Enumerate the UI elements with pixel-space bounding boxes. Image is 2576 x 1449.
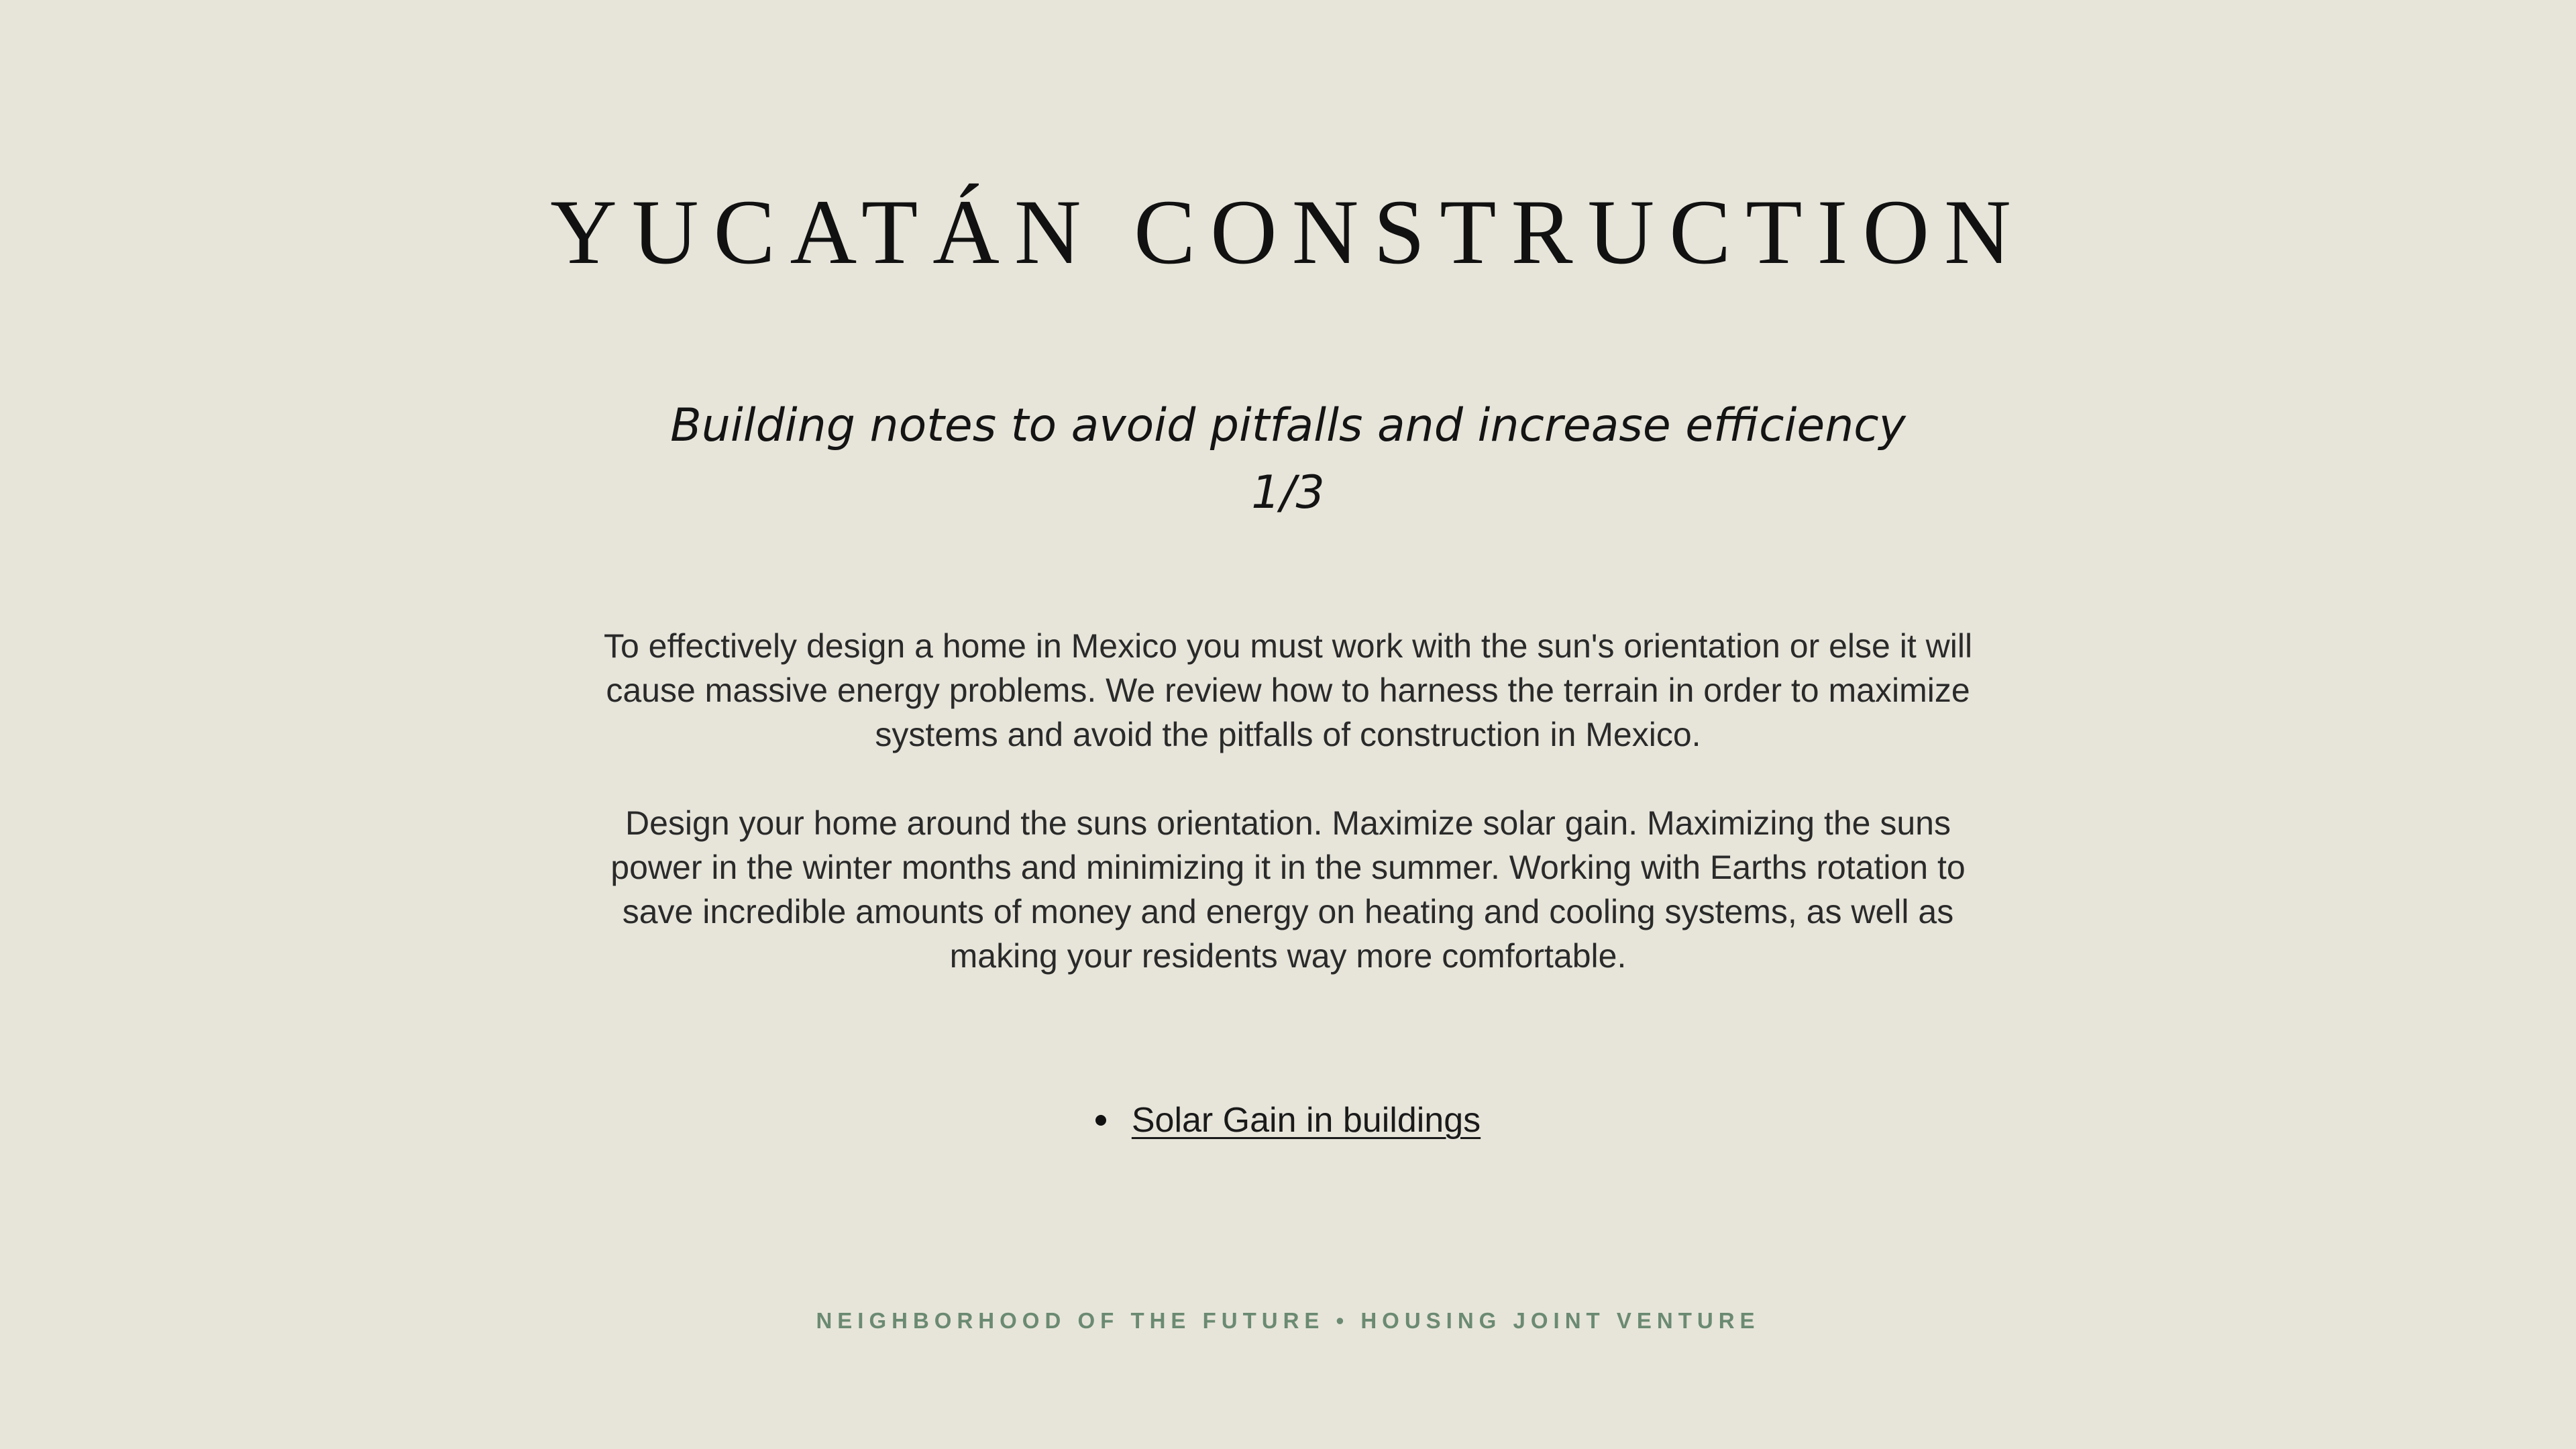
page-title: YUCATÁN CONSTRUCTION: [550, 180, 2026, 283]
list-item: [1095, 1100, 1481, 1140]
intro-paragraph: Design your home around the suns orientation. Maximize solar gain. Maximizing the suns power in the winter months and minimizing it in the summer. Working with Earths rotation to save incredible amounts of money and energy on heating and cooling systems, as well as making your residents way more comfortable.: [610, 804, 1966, 975]
intro-paragraph: To effectively design a home in Mexico you must work with the sun's orientation or else it will cause massive energy problems. We review how to harness the terrain in order to maximize systems and avoid the pitfalls of construction in Mexico.: [603, 627, 1973, 753]
subtitle-line: Building notes to avoid pitfalls and increase efficiency: [670, 399, 1906, 452]
link-list: [0, 1100, 2576, 1140]
page-indicator: 1/3: [1251, 466, 1325, 519]
intro-body: [590, 624, 1986, 1022]
footer-tagline: NEIGHBORHOOD OF THE FUTURE • HOUSING JOINT VENTURE: [816, 1308, 1760, 1333]
subtitle: [0, 392, 2576, 527]
solar-gain-link[interactable]: Solar Gain in buildings: [1131, 1101, 1481, 1140]
bullet-icon: [1095, 1115, 1106, 1126]
